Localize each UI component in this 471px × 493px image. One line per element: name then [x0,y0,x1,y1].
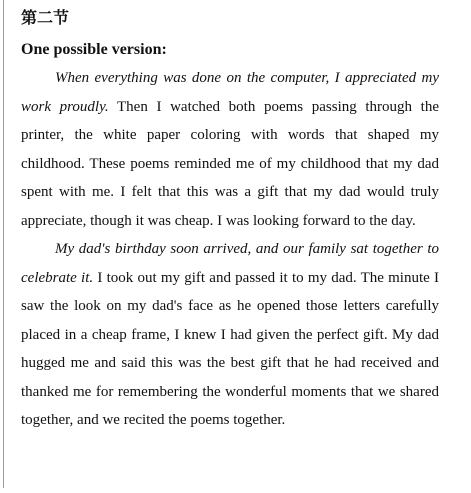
version-label: One possible version: [21,41,167,58]
paragraph-2-body: I took out my gift and passed it to my dad. The minute I saw the look on my dad's face as he opened those letters carefully placed in a cheap frame, I knew I had given the perfect gift. My dad hugged me and said this was the best gift that he had received and thanked me for remembering the wonderful moments that we shared together, and we recited the poems together. [21,269,440,428]
paragraph-1-body: Then I watched both poems passing through the printer, the white paper coloring with words that shaped my childhood. These poems reminded me of my childhood that my dad spent with me. I felt that this was a gift that my dad would truly appreciate, though it was cheap. I was looking forward to the day. [21,98,439,229]
essay-text [21,64,439,435]
paragraph-1-lead-sentence: When everything was done on the computer, I appreciated my work proudly. [21,70,439,115]
paragraph-1 [21,64,439,235]
section-heading: 第二节 [21,8,70,27]
paragraph-2-lead-sentence: My dad's birthday soon arrived, and our family sat together to celebrate it. [21,241,439,286]
paragraph-2 [21,235,439,435]
left-margin-rule [3,0,4,488]
